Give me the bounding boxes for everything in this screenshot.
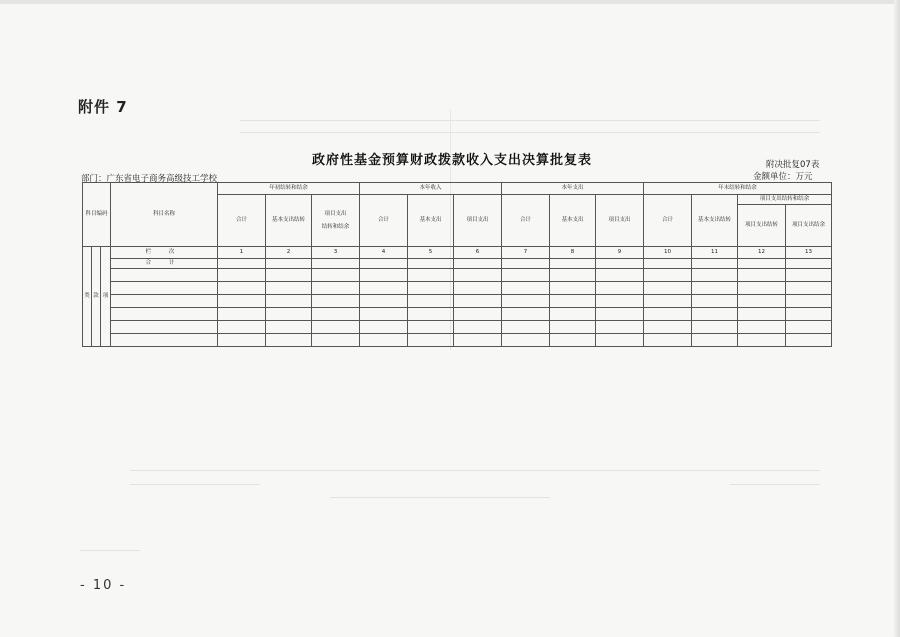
subject-name-header: 科目名称 xyxy=(111,183,218,247)
table-cell xyxy=(360,334,408,347)
closing-basic-carry-header: 基本支出结转 xyxy=(692,195,738,247)
table-cell xyxy=(454,295,502,308)
table-row xyxy=(83,269,832,282)
table-cell xyxy=(454,308,502,321)
table-cell xyxy=(454,334,502,347)
table-cell xyxy=(360,308,408,321)
table-cell xyxy=(312,308,360,321)
bleed-through-line xyxy=(130,470,820,471)
table-cell xyxy=(360,269,408,282)
table-cell xyxy=(312,321,360,334)
closing-project-balance-header: 项目支出结余 xyxy=(786,205,832,247)
table-cell xyxy=(266,269,312,282)
table-cell xyxy=(738,269,786,282)
table-cell xyxy=(408,269,454,282)
table-cell xyxy=(266,282,312,295)
income-project-header: 项目支出 xyxy=(454,195,502,247)
table-cell xyxy=(218,321,266,334)
table-cell xyxy=(408,321,454,334)
column-index-9: 9 xyxy=(596,247,644,259)
table-cell xyxy=(312,282,360,295)
column-index-label: 栏 次 xyxy=(111,247,218,259)
expense-total-header: 合计 xyxy=(502,195,550,247)
table-cell xyxy=(218,334,266,347)
table-cell xyxy=(786,321,832,334)
table-cell xyxy=(738,259,786,269)
table-cell xyxy=(111,269,218,282)
page-number: - 10 - xyxy=(80,578,127,593)
table-cell xyxy=(111,321,218,334)
table-cell xyxy=(502,269,550,282)
closing-total-header: 合计 xyxy=(644,195,692,247)
column-index-10: 10 xyxy=(644,247,692,259)
department-label: 部门：广东省电子商务高级技工学校 xyxy=(81,174,218,184)
table-cell xyxy=(644,321,692,334)
scan-edge-right xyxy=(894,0,900,637)
table-cell xyxy=(644,269,692,282)
table-cell xyxy=(738,321,786,334)
code-part-class: 类 xyxy=(83,247,92,347)
header-row-groups xyxy=(83,183,832,195)
table-cell xyxy=(644,259,692,269)
table-cell xyxy=(312,259,360,269)
table-cell xyxy=(692,334,738,347)
table-cell xyxy=(218,308,266,321)
table-row xyxy=(83,295,832,308)
closing-project-carry-header: 项目支出结转 xyxy=(738,205,786,247)
column-index-13: 13 xyxy=(786,247,832,259)
table-cell xyxy=(502,282,550,295)
table-cell xyxy=(502,321,550,334)
table-cell xyxy=(692,295,738,308)
attachment-label: 附件 7 xyxy=(78,98,128,116)
table-cell xyxy=(692,269,738,282)
project-closing-subgroup-header: 项目支出结转和结余 xyxy=(738,195,832,205)
table-cell xyxy=(218,295,266,308)
column-index-4: 4 xyxy=(360,247,408,259)
table-cell xyxy=(692,321,738,334)
table-cell xyxy=(550,295,596,308)
table-cell xyxy=(596,295,644,308)
column-index-12: 12 xyxy=(738,247,786,259)
table-cell xyxy=(266,295,312,308)
bleed-through-line xyxy=(730,484,820,485)
code-part-section: 款 xyxy=(92,247,101,347)
table-cell xyxy=(786,334,832,347)
table-row xyxy=(83,321,832,334)
table-cell xyxy=(644,334,692,347)
table-cell xyxy=(360,259,408,269)
table-row xyxy=(83,308,832,321)
table-cell xyxy=(692,282,738,295)
approval-table xyxy=(82,182,832,347)
table-cell xyxy=(408,259,454,269)
table-cell xyxy=(692,308,738,321)
table-cell xyxy=(550,321,596,334)
table-cell xyxy=(550,334,596,347)
table-cell xyxy=(454,321,502,334)
table-cell xyxy=(312,334,360,347)
opening-basic-carry-header: 基本支出结转 xyxy=(266,195,312,247)
table-cell xyxy=(596,308,644,321)
table-cell xyxy=(266,321,312,334)
opening-project-carry-header-line2: 结转和结余 xyxy=(321,223,350,230)
bleed-through-line xyxy=(80,550,140,551)
column-index-6: 6 xyxy=(454,247,502,259)
table-row xyxy=(83,334,832,347)
table-cell xyxy=(111,295,218,308)
table-cell xyxy=(738,295,786,308)
column-index-3: 3 xyxy=(312,247,360,259)
total-row xyxy=(83,259,832,269)
table-cell xyxy=(644,282,692,295)
income-basic-header: 基本支出 xyxy=(408,195,454,247)
table-cell xyxy=(408,308,454,321)
table-cell xyxy=(218,259,266,269)
table-cell xyxy=(596,282,644,295)
opening-project-carry-header xyxy=(312,195,360,247)
table-cell xyxy=(692,259,738,269)
column-index-8: 8 xyxy=(550,247,596,259)
column-index-5: 5 xyxy=(408,247,454,259)
table-cell xyxy=(408,295,454,308)
table-cell xyxy=(596,269,644,282)
column-index-row xyxy=(83,247,832,259)
expense-group-header: 本年支出 xyxy=(502,183,644,195)
table-cell xyxy=(786,295,832,308)
table-cell xyxy=(738,308,786,321)
table-cell xyxy=(550,308,596,321)
table-cell xyxy=(111,334,218,347)
expense-basic-header: 基本支出 xyxy=(550,195,596,247)
table-cell xyxy=(786,308,832,321)
document-title: 政府性基金预算财政拨款收入支出决算批复表 xyxy=(312,153,593,168)
table-cell xyxy=(454,259,502,269)
table-cell xyxy=(360,295,408,308)
table-cell xyxy=(111,282,218,295)
table-cell xyxy=(218,282,266,295)
table-cell xyxy=(360,321,408,334)
scan-edge-top xyxy=(0,0,900,4)
table-cell xyxy=(408,282,454,295)
table-cell xyxy=(738,334,786,347)
column-index-7: 7 xyxy=(502,247,550,259)
column-index-1: 1 xyxy=(218,247,266,259)
table-cell xyxy=(502,259,550,269)
table-cell xyxy=(312,295,360,308)
table-cell xyxy=(550,282,596,295)
income-group-header: 本年收入 xyxy=(360,183,502,195)
table-cell xyxy=(550,269,596,282)
table-cell xyxy=(502,295,550,308)
table-cell xyxy=(550,259,596,269)
bleed-through-line xyxy=(240,132,820,133)
table-cell xyxy=(596,334,644,347)
table-cell xyxy=(596,321,644,334)
table-cell xyxy=(454,269,502,282)
bleed-through-line xyxy=(130,484,260,485)
subject-code-header: 科目编码 xyxy=(83,183,111,247)
income-total-header: 合计 xyxy=(360,195,408,247)
code-part-item: 项 xyxy=(101,247,111,347)
expense-project-header: 项目支出 xyxy=(596,195,644,247)
currency-unit-label: 金额单位：万元 xyxy=(753,172,813,182)
opening-balance-group-header: 年初结转和结余 xyxy=(218,183,360,195)
opening-total-header: 合计 xyxy=(218,195,266,247)
table-cell xyxy=(312,269,360,282)
table-cell xyxy=(266,308,312,321)
table-cell xyxy=(596,259,644,269)
table-cell xyxy=(502,334,550,347)
table-cell xyxy=(408,334,454,347)
table-cell xyxy=(786,259,832,269)
opening-project-carry-header-line1: 项目支出 xyxy=(324,211,347,218)
table-cell xyxy=(266,259,312,269)
column-index-2: 2 xyxy=(266,247,312,259)
table-cell xyxy=(644,308,692,321)
total-row-label: 合 计 xyxy=(111,259,218,269)
bleed-through-line xyxy=(240,120,820,121)
table-cell xyxy=(111,308,218,321)
closing-balance-group-header: 年末结转和结余 xyxy=(644,183,832,195)
table-cell xyxy=(360,282,408,295)
bleed-through-line xyxy=(330,497,550,498)
table-cell xyxy=(502,308,550,321)
table-cell xyxy=(786,269,832,282)
table-cell xyxy=(454,282,502,295)
table-cell xyxy=(786,282,832,295)
table-cell xyxy=(266,334,312,347)
form-number: 附决批复07表 xyxy=(766,160,820,170)
table-cell xyxy=(218,269,266,282)
table-row xyxy=(83,282,832,295)
table-cell xyxy=(738,282,786,295)
column-index-11: 11 xyxy=(692,247,738,259)
table-cell xyxy=(644,295,692,308)
approval-table-wrapper xyxy=(82,182,832,347)
